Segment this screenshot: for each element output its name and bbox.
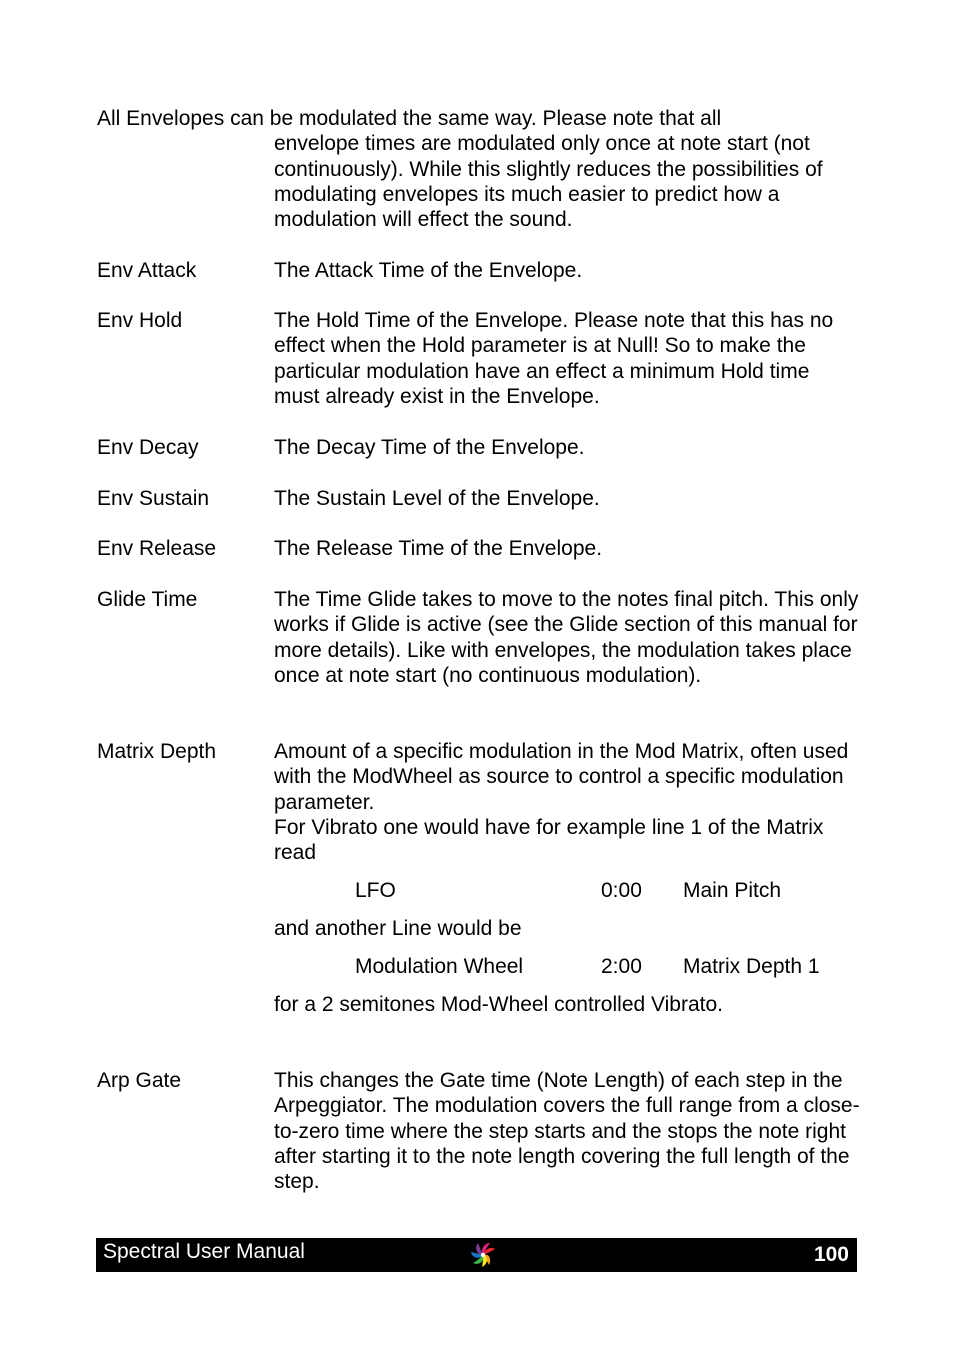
matrix-line1-amount: 0:00 (601, 879, 642, 902)
desc-glide-time: The Time Glide takes to move to the notes final pitch. This only works if Glide is active (see the Glide section of this manual for more details). Like with envelopes, the modulation takes place once at note start (no continuous modulation). (274, 588, 859, 687)
page-number: 100 (813, 1243, 849, 1266)
intro-paragraph (97, 106, 867, 232)
term-glide-time: Glide Time (97, 588, 198, 611)
intro-first-line: All Envelopes can be modulated the same way. Please note that all (97, 107, 722, 130)
desc-env-attack: The Attack Time of the Envelope. (274, 259, 583, 282)
term-env-sustain: Env Sustain (97, 487, 210, 510)
desc-matrix-depth-2: For Vibrato one would have for example line 1 of the Matrix read (274, 816, 824, 865)
footer-bar (96, 1238, 857, 1272)
intro-continuation: envelope times are modulated only once at note start (not continuously). While this slightly reduces the possibilities of modulating envelopes its much easier to predict how a modulation will effect the sound. (274, 132, 823, 232)
desc-env-decay: The Decay Time of the Envelope. (274, 436, 585, 459)
term-env-decay: Env Decay (97, 436, 199, 459)
desc-arp-gate: This changes the Gate time (Note Length) of each step in the Arpeggiator. The modulation covers the full range from a close-to-zero time where the step starts and the stops the note right after starting it to the note length covering the full length of the step. (274, 1069, 860, 1194)
matrix-line2-amount: 2:00 (601, 955, 642, 978)
term-env-release: Env Release (97, 537, 217, 560)
desc-env-hold: The Hold Time of the Envelope. Please note that this has no effect when the Hold parameter is at Null! So to make the particular modulation have an effect a minimum Hold time must already exist in the Envelope. (274, 309, 834, 408)
term-env-hold: Env Hold (97, 309, 183, 332)
desc-env-sustain: The Sustain Level of the Envelope. (274, 487, 600, 510)
matrix-after-text: for a 2 semitones Mod-Wheel controlled Vibrato. (274, 993, 723, 1016)
desc-matrix-depth: Amount of a specific modulation in the Mod Matrix, often used with the ModWheel as source to control a specific modulation parameter. (274, 740, 849, 814)
matrix-between-text: and another Line would be (274, 917, 522, 940)
matrix-line1-source: LFO (355, 879, 396, 902)
term-arp-gate: Arp Gate (97, 1069, 182, 1092)
footer-title: Spectral User Manual (103, 1240, 305, 1263)
matrix-line2-target: Matrix Depth 1 (683, 955, 820, 978)
matrix-line2-source: Modulation Wheel (355, 955, 524, 978)
term-matrix-depth: Matrix Depth (97, 740, 217, 763)
desc-env-release: The Release Time of the Envelope. (274, 537, 603, 560)
spectral-swirl-logo-icon (467, 1239, 499, 1271)
term-env-attack: Env Attack (97, 259, 197, 282)
matrix-line1-target: Main Pitch (683, 879, 782, 902)
